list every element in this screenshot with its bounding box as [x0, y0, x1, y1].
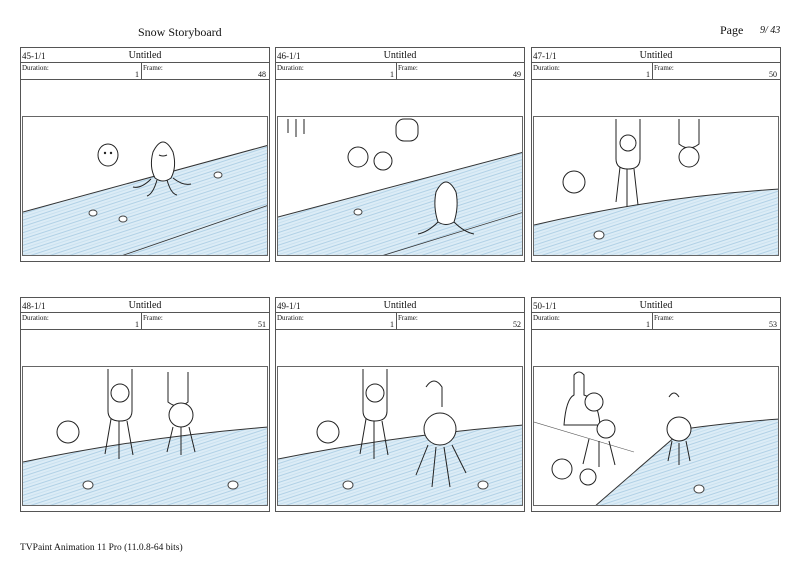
shot-number: 48-1/1: [22, 301, 46, 311]
divider: [141, 63, 142, 79]
panel-timing: [21, 313, 269, 330]
duration-label: Duration:: [22, 314, 49, 322]
panel-name: Untitled: [128, 50, 162, 61]
footer-software-version: TVPaint Animation 11 Pro (11.0.8-64 bits): [20, 543, 183, 553]
panel-timing: [276, 313, 524, 330]
duration-label: Duration:: [533, 314, 560, 322]
divider: [141, 313, 142, 329]
panel-name: Untitled: [639, 300, 673, 311]
panel-timing: [21, 63, 269, 80]
storyboard-panel-1[interactable]: [20, 47, 270, 262]
panel-header: [532, 298, 780, 313]
panel-drawing[interactable]: [22, 116, 268, 256]
panel-header: [276, 48, 524, 63]
frame-label: Frame:: [398, 64, 418, 72]
frame-value: 50: [769, 70, 777, 79]
panel-header: [532, 48, 780, 63]
frame-value: 49: [513, 70, 521, 79]
storyboard-panel-4[interactable]: [20, 297, 270, 512]
frame-value: 48: [258, 70, 266, 79]
frame-label: Frame:: [654, 64, 674, 72]
shot-number: 49-1/1: [277, 301, 301, 311]
divider: [396, 313, 397, 329]
frame-value: 52: [513, 320, 521, 329]
duration-value: 1: [135, 320, 139, 329]
storyboard-panel-5[interactable]: [275, 297, 525, 512]
frame-value: 51: [258, 320, 266, 329]
shot-number: 50-1/1: [533, 301, 557, 311]
panel-name: Untitled: [639, 50, 673, 61]
shot-number: 46-1/1: [277, 51, 301, 61]
panel-name: Untitled: [128, 300, 162, 311]
frame-label: Frame:: [398, 314, 418, 322]
page-number: 9/ 43: [760, 25, 781, 36]
panel-timing: [276, 63, 524, 80]
frame-label: Frame:: [654, 314, 674, 322]
panel-drawing[interactable]: [22, 366, 268, 506]
panel-header: [276, 298, 524, 313]
duration-label: Duration:: [277, 314, 304, 322]
panel-timing: [532, 63, 780, 80]
duration-value: 1: [646, 70, 650, 79]
divider: [652, 313, 653, 329]
duration-value: 1: [390, 70, 394, 79]
duration-label: Duration:: [22, 64, 49, 72]
duration-label: Duration:: [533, 64, 560, 72]
storyboard-panel-3[interactable]: [531, 47, 781, 262]
shot-number: 47-1/1: [533, 51, 557, 61]
panel-drawing[interactable]: [277, 366, 523, 506]
duration-value: 1: [135, 70, 139, 79]
shot-number: 45-1/1: [22, 51, 46, 61]
page-label: Page: [720, 23, 744, 37]
panel-drawing[interactable]: [277, 116, 523, 256]
doc-title: Snow Storyboard: [138, 25, 222, 39]
duration-value: 1: [646, 320, 650, 329]
duration-value: 1: [390, 320, 394, 329]
panel-drawing[interactable]: [533, 116, 779, 256]
frame-label: Frame:: [143, 64, 163, 72]
panel-timing: [532, 313, 780, 330]
duration-label: Duration:: [277, 64, 304, 72]
storyboard-panel-2[interactable]: [275, 47, 525, 262]
panel-drawing[interactable]: [533, 366, 779, 506]
frame-value: 53: [769, 320, 777, 329]
divider: [652, 63, 653, 79]
panel-name: Untitled: [383, 300, 417, 311]
divider: [396, 63, 397, 79]
panel-header: [21, 298, 269, 313]
storyboard-panel-6[interactable]: [531, 297, 781, 512]
frame-label: Frame:: [143, 314, 163, 322]
panel-name: Untitled: [383, 50, 417, 61]
panel-header: [21, 48, 269, 63]
